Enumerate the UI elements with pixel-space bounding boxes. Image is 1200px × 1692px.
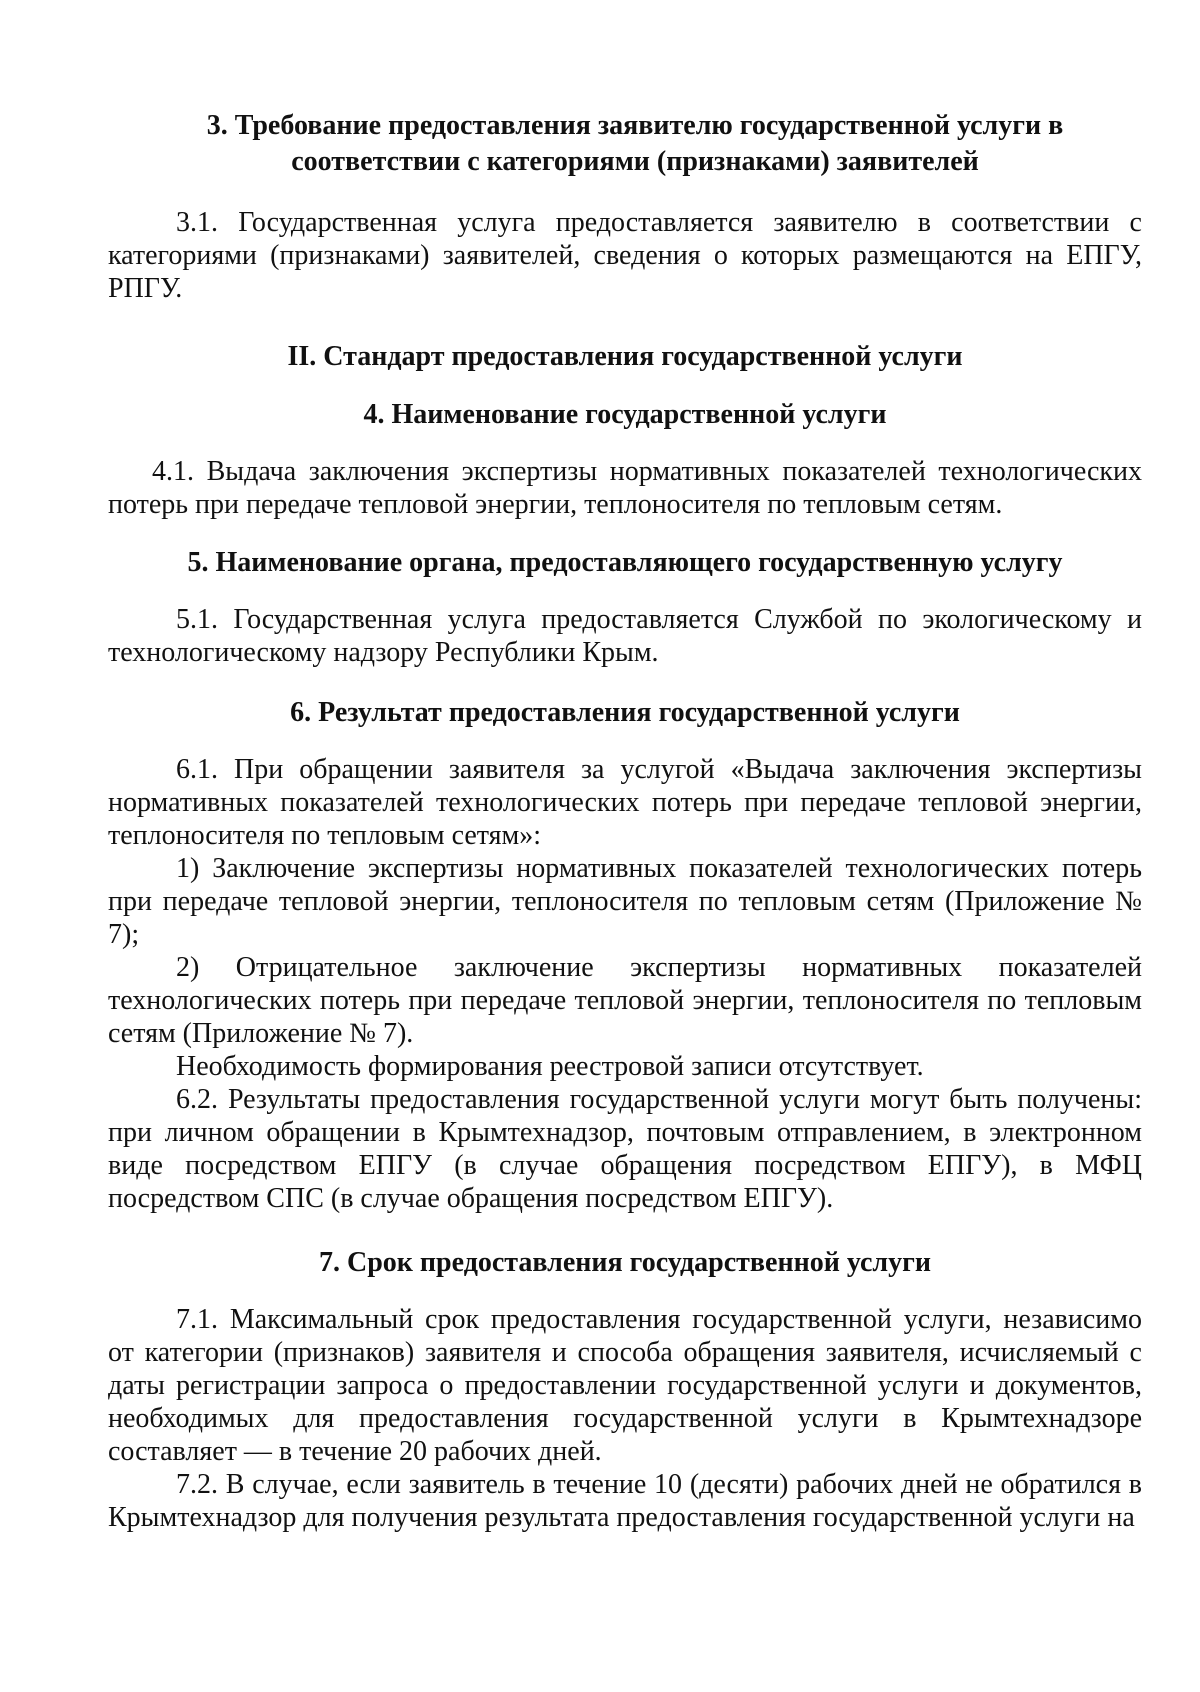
section-7-heading: 7. Срок предоставления государственной услуги <box>319 1247 931 1278</box>
paragraph-3-1: 3.1. Государственная услуга предоставляется заявителю в соответствии с категориями (признаками) заявителей, сведения о которых размещаются на ЕПГУ, РПГУ. <box>108 207 1142 304</box>
paragraph-6-1: 6.1. При обращении заявителя за услугой «Выдача заключения экспертизы нормативных показателей технологических потерь при передаче тепловой энергии, теплоносителя по тепловым сетям»: <box>108 754 1142 851</box>
paragraph-4-1: 4.1. Выдача заключения экспертизы нормативных показателей технологических потерь при передаче тепловой энергии, теплоносителя по тепловым сетям. <box>108 456 1142 520</box>
section-4-heading: 4. Наименование государственной услуги <box>363 399 887 430</box>
part-2-heading: II. Стандарт предоставления государственной услуги <box>287 341 963 372</box>
section-3-heading: 3. Требование предоставления заявителю государственной услуги в соответствии с категориями (признаками) заявителей <box>206 110 1064 177</box>
paragraph-7-1: 7.1. Максимальный срок предоставления государственной услуги, независимо от категории (признаков) заявителя и способа обращения заявителя, исчисляемый с даты регистрации запроса о предоставлении государственной услуги и документов, необходимых для предоставления государственной услуги в Крымтехнадзоре составляет — в течение 20 рабочих дней. <box>108 1304 1142 1467</box>
list-item-1: 1) Заключение экспертизы нормативных показателей технологических потерь при передаче тепловой энергии, теплоносителя по тепловым сетям (Приложение № 7); <box>108 853 1142 950</box>
page-content <box>108 108 1142 1534</box>
paragraph-6-2: 6.2. Результаты предоставления государственной услуги могут быть получены: при личном обращении в Крымтехнадзор, почтовым отправлением, в электронном виде посредством ЕПГУ (в случае обращения посредством ЕПГУ), в МФЦ посредством СПС (в случае обращения посредством ЕПГУ). <box>108 1084 1142 1214</box>
section-5-heading: 5. Наименование органа, предоставляющего государственную услугу <box>187 547 1063 578</box>
paragraph-7-2: 7.2. В случае, если заявитель в течение 10 (десяти) рабочих дней не обратился в Крымтехнадзор для получения результата предоставления государственной услуги на <box>108 1469 1142 1533</box>
list-item-2: 2) Отрицательное заключение экспертизы нормативных показателей технологических потерь при передаче тепловой энергии, теплоносителя по тепловым сетям (Приложение № 7). <box>108 952 1142 1049</box>
section-6-heading: 6. Результат предоставления государственной услуги <box>290 697 960 728</box>
paragraph-5-1: 5.1. Государственная услуга предоставляется Службой по экологическому и технологическому надзору Республики Крым. <box>108 604 1142 668</box>
registry-note: Необходимость формирования реестровой записи отсутствует. <box>176 1051 924 1082</box>
